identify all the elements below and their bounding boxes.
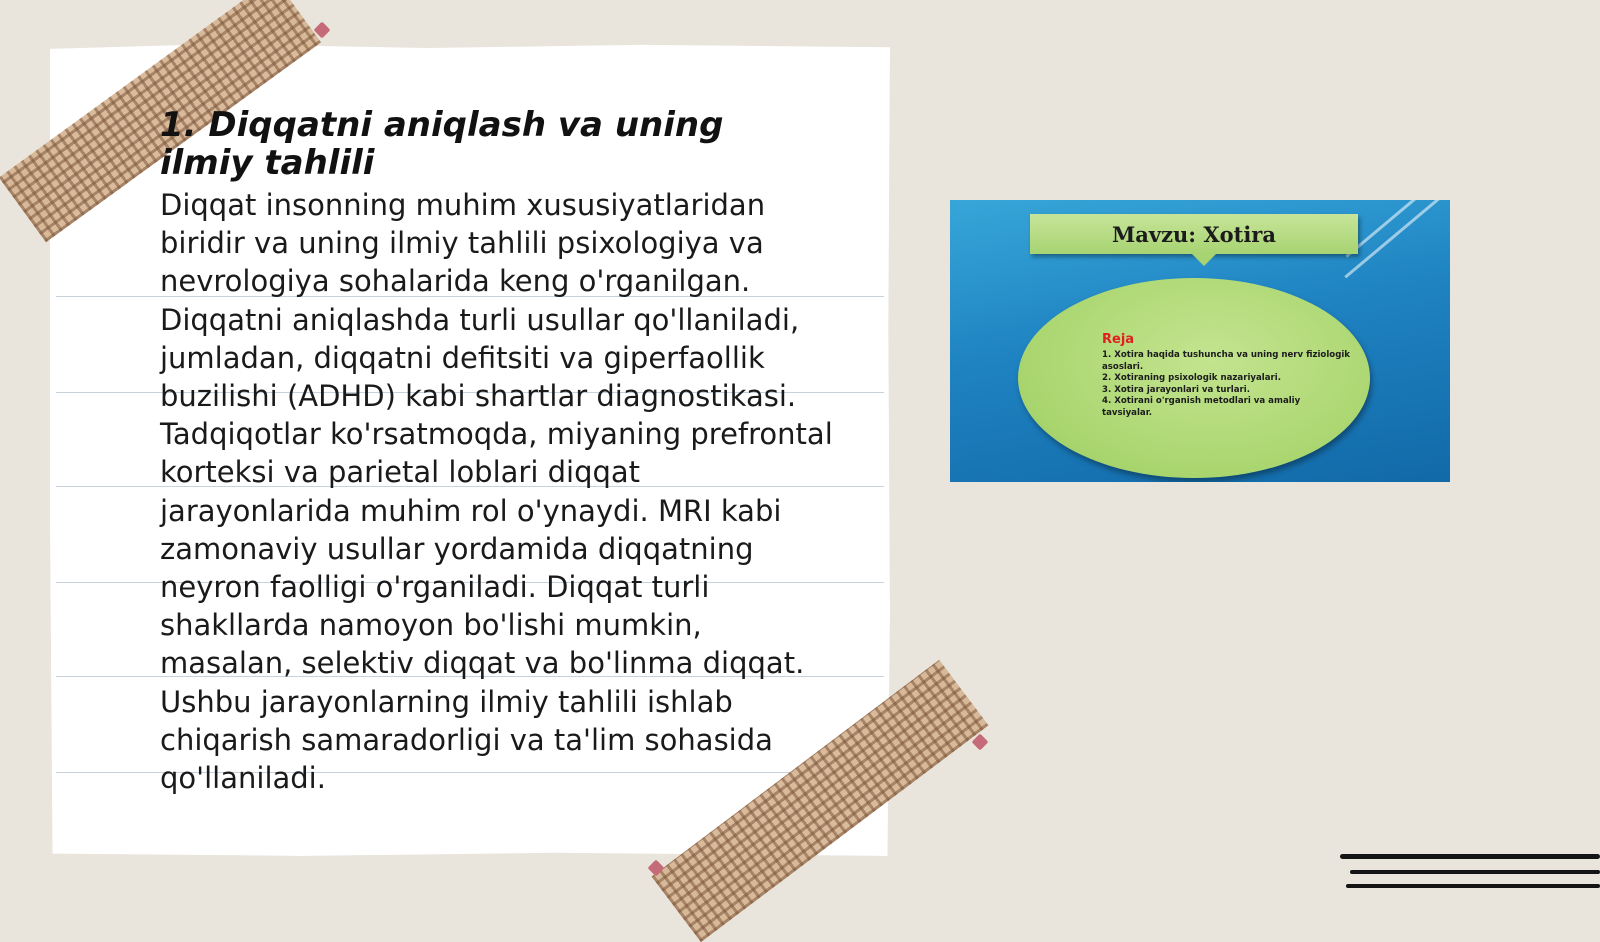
list-item: 1. Xotira haqida tushuncha va uning nerv fiziologik asoslari.: [1102, 350, 1351, 372]
thumbnail-plan-list: [1102, 350, 1352, 419]
list-item: 2. Xotiraning psixologik nazariyalari.: [1102, 373, 1281, 383]
slide-thumbnail-image: [950, 200, 1450, 482]
brush-stroke: [1346, 884, 1600, 888]
thumbnail-title-box: [1030, 214, 1358, 254]
list-item: 3. Xotira jarayonlari va turlari.: [1102, 384, 1250, 395]
list-item: 4. Xotirani o'rganish metodlari va amaliy tavsiyalar.: [1102, 396, 1301, 418]
body-paragraph: Diqqat insonning muhim xususiyatlaridan biridir va uning ilmiy tahlili psixologiya va nevrologiya sohalarida keng o'rganilgan. Diqqatni aniqlashda turli usullar qo'llaniladi, jumladan, diqqatni defitsiti va giperfaollik buzilishi (ADHD) kabi shartlar diagnostikasi. Tadqiqotlar ko'rsatmoqda, miyaning prefrontal korteksi va parietal loblari diqqat jarayonlarida muhim rol o'ynaydi. MRI kabi zamonaviy usullar yordamida diqqatning neyron faolligi o'rganiladi. Diqqat turli shakllarda namoyon bo'lishi mumkin, masalan, selektiv diqqat va bo'linma diqqat. Ushbu jarayonlarning ilmiy tahlili ishlab chiqarish samaradorligi va ta'lim sohasida qo'llaniladi.: [160, 188, 833, 796]
decorative-brush-lines: [1340, 840, 1600, 900]
brush-stroke: [1350, 870, 1600, 874]
thumbnail-title: Mavzu: Xotira: [1112, 221, 1276, 247]
gloss-line: [1344, 200, 1446, 278]
brush-stroke: [1340, 854, 1600, 859]
slide-heading: 1. Diqqatni aniqlash va uning ilmiy tahlili: [160, 105, 724, 183]
gloss-line: [1345, 200, 1450, 258]
thumbnail-plan-label: Reja: [1102, 332, 1135, 347]
callout-arrow-icon: [1192, 254, 1216, 266]
